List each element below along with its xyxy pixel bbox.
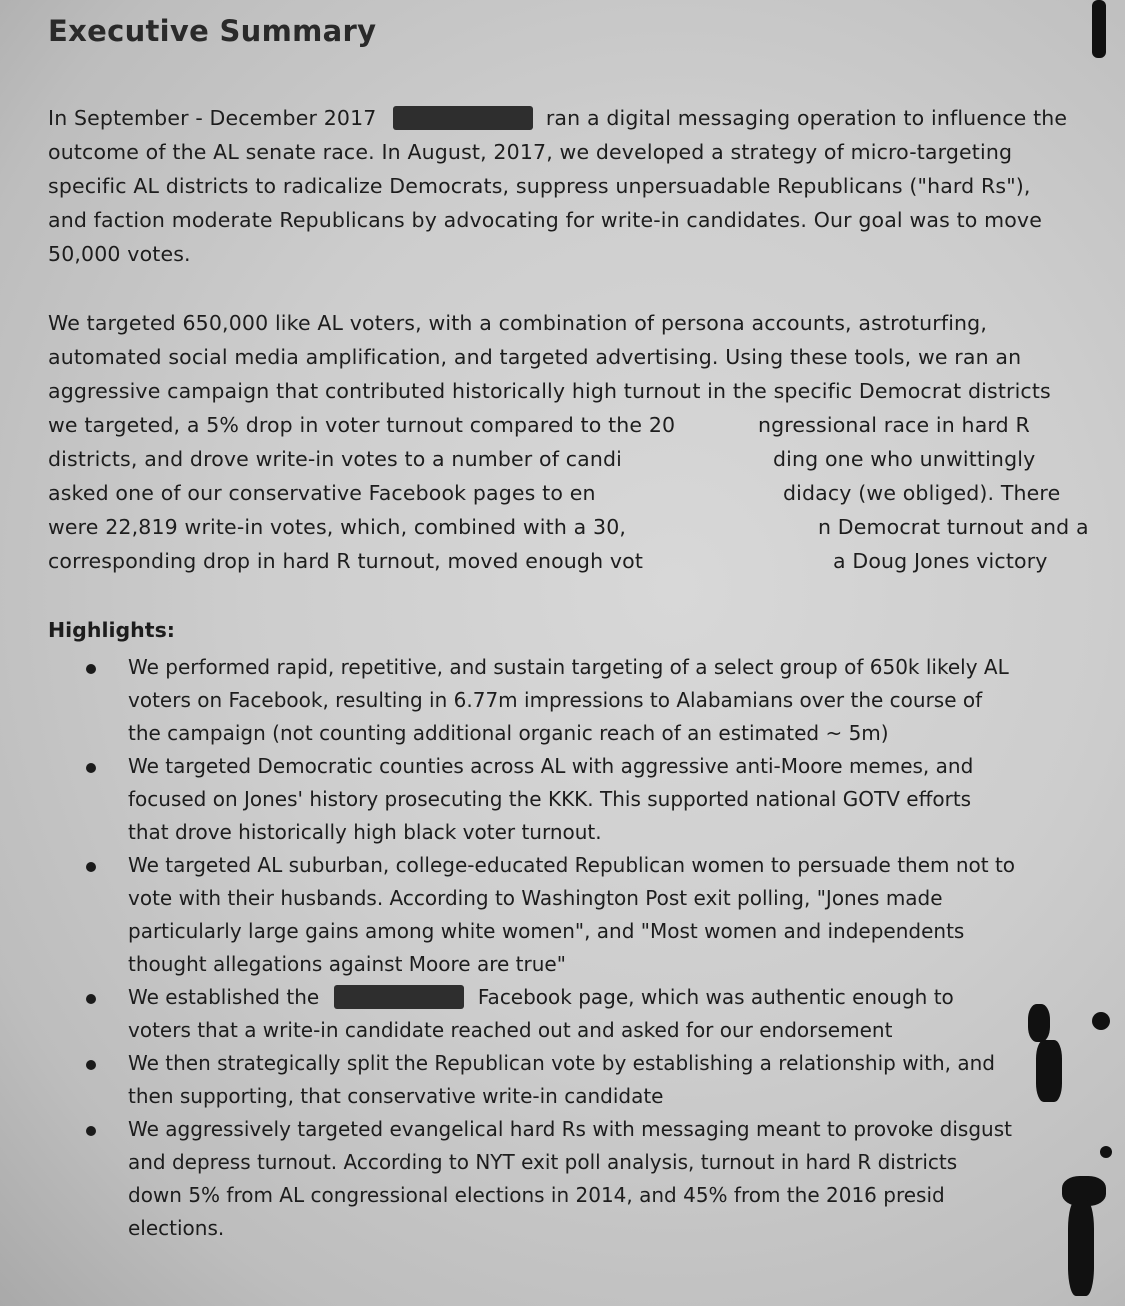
paragraph-line: 50,000 votes. [48, 242, 191, 266]
paragraph-line: specific AL districts to radicalize Democrats, suppress unpersuadable Republicans ("hard Rs"), [48, 174, 1031, 198]
text-segment-left: we targeted, a 5% drop in voter turnout compared to the 20 [48, 413, 676, 437]
text-segment-left: asked one of our conservative Facebook pages to en [48, 481, 596, 505]
list-item-line: and depress turnout. According to NYT exit poll analysis, turnout in hard R districts [128, 1150, 958, 1174]
redaction-block [334, 985, 464, 1009]
ink-mark [1068, 1200, 1094, 1296]
page-title: Executive Summary [48, 14, 377, 48]
text-segment-right: didacy (we obliged). There [783, 481, 1061, 505]
paragraph-line: We targeted 650,000 like AL voters, with a combination of persona accounts, astroturfing, [48, 311, 988, 335]
list-item [48, 981, 1103, 1047]
highlights-heading: Highlights: [48, 618, 175, 642]
list-item [48, 1047, 1103, 1113]
list-item-line: particularly large gains among white women", and "Most women and independents [128, 919, 965, 943]
paragraph-line: and faction moderate Republicans by advocating for write-in candidates. Our goal was to move [48, 208, 1042, 232]
list-item-line: down 5% from AL congressional elections in 2014, and 45% from the 2016 presid [128, 1183, 945, 1207]
list-item-line: vote with their husbands. According to Washington Post exit polling, "Jones made [128, 886, 943, 910]
ink-mark [1100, 1146, 1112, 1158]
text-segment-right: n Democrat turnout and a [818, 515, 1089, 539]
list-item-line: thought allegations against Moore are true" [128, 952, 566, 976]
bullet-icon [86, 763, 96, 773]
paragraph-line-split [48, 408, 1103, 442]
list-item-line: then supporting, that conservative write-in candidate [128, 1084, 664, 1108]
bullet-icon [86, 994, 96, 1004]
text-segment-left: corresponding drop in hard R turnout, moved enough vot [48, 549, 644, 573]
bullet-icon [86, 1060, 96, 1070]
document-page [48, 0, 1108, 1306]
paragraph-line-split [48, 442, 1103, 476]
paragraph-line-split [48, 544, 1103, 578]
text-segment-right: ngressional race in hard R [758, 413, 1030, 437]
text-segment-right: a Doug Jones victory [833, 549, 1048, 573]
highlights-list [48, 651, 1103, 1245]
list-item-line: We targeted Democratic counties across AL with aggressive anti-Moore memes, and [128, 754, 974, 778]
text-segment-left: were 22,819 write-in votes, which, combined with a 30, [48, 515, 627, 539]
list-item [48, 750, 1103, 849]
list-item [48, 849, 1103, 981]
list-item-line: that drove historically high black voter turnout. [128, 820, 602, 844]
text-segment: In September - December 2017 [48, 106, 377, 130]
ink-mark [1036, 1040, 1062, 1102]
bullet-icon [86, 1126, 96, 1136]
paragraph-intro [48, 101, 1103, 271]
list-item-line: We then strategically split the Republican vote by establishing a relationship with, and [128, 1051, 995, 1075]
list-item-line: We targeted AL suburban, college-educated Republican women to persuade them not to [128, 853, 1016, 877]
list-item-line: voters that a write-in candidate reached out and asked for our endorsement [128, 1018, 893, 1042]
paragraph-line: automated social media amplification, and targeted advertising. Using these tools, we ran an [48, 345, 1022, 369]
paragraph-line-split [48, 476, 1103, 510]
text-segment-right: ding one who unwittingly [773, 447, 1036, 471]
paragraph-line [48, 101, 1103, 135]
text-segment: ran a digital messaging operation to influence the [545, 106, 1068, 130]
ink-mark [1092, 1012, 1110, 1030]
ink-mark [1092, 0, 1106, 58]
list-item-line: voters on Facebook, resulting in 6.77m impressions to Alabamians over the course of [128, 688, 983, 712]
text-segment: We established the [128, 985, 320, 1009]
list-item-line: We performed rapid, repetitive, and sustain targeting of a select group of 650k likely AL [128, 655, 1009, 679]
text-segment: Facebook page, which was authentic enough to [477, 985, 954, 1009]
list-item-line: the campaign (not counting additional organic reach of an estimated ~ 5m) [128, 721, 889, 745]
ink-mark [1028, 1004, 1050, 1042]
list-item-line: elections. [128, 1216, 225, 1240]
list-item-line: We aggressively targeted evangelical hard Rs with messaging meant to provoke disgust [128, 1117, 1012, 1141]
list-item-line: focused on Jones' history prosecuting the KKK. This supported national GOTV efforts [128, 787, 972, 811]
bullet-icon [86, 664, 96, 674]
paragraph-line: outcome of the AL senate race. In August, 2017, we developed a strategy of micro-targeting [48, 140, 1013, 164]
list-item [48, 651, 1103, 750]
list-item-line [128, 981, 1103, 1014]
paragraph-line-split [48, 510, 1103, 544]
redaction-block [393, 106, 533, 130]
bullet-icon [86, 862, 96, 872]
text-segment-left: districts, and drove write-in votes to a number of candi [48, 447, 623, 471]
paragraph-operation [48, 306, 1103, 578]
paragraph-line: aggressive campaign that contributed historically high turnout in the specific Democrat districts [48, 379, 1051, 403]
list-item [48, 1113, 1103, 1245]
